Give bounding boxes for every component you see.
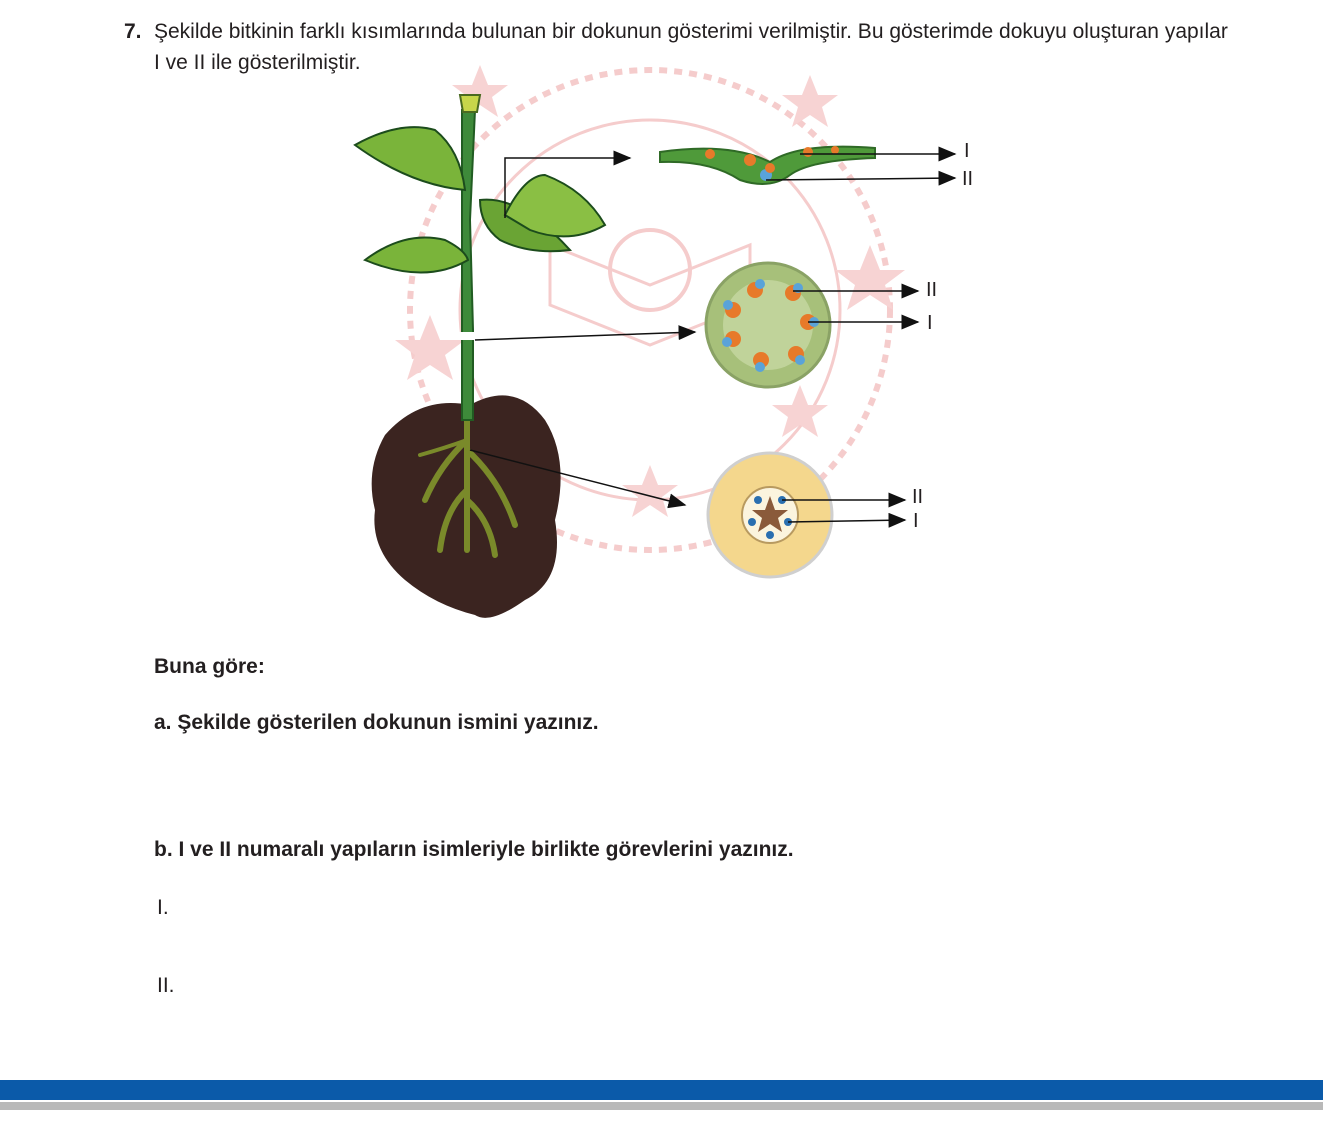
label-leaf-II: II <box>962 168 974 190</box>
stem-cut-gap <box>458 332 480 340</box>
answer-label-II: II. <box>157 974 175 997</box>
label-leaf-I: I <box>964 140 970 162</box>
stem <box>462 110 475 420</box>
label-root-II: II <box>912 486 924 508</box>
answer-label-I: I. <box>157 896 169 919</box>
question-number: 7. <box>124 20 142 43</box>
label-stem-I: I <box>927 312 933 334</box>
footer-blue-bar <box>0 1080 1323 1100</box>
plant-diagram <box>330 80 1010 630</box>
footer-gray-bar <box>0 1102 1323 1110</box>
label-stem-II: II <box>926 279 938 301</box>
stem-bud <box>460 95 480 112</box>
part-b-prompt: b. I ve II numaralı yapıların isimleriyle birlikte görevlerini yazınız. <box>154 838 794 861</box>
part-a-prompt: a. Şekilde gösterilen dokunun ismini yazınız. <box>154 711 599 734</box>
plant-tissue-figure <box>330 80 1010 630</box>
label-root-I: I <box>913 510 919 532</box>
question-text: Şekilde bitkinin farklı kısımlarında bulunan bir dokunun gösterimi verilmiştir. Bu gösterimde dokuyu oluşturan yapılar I ve II ile gösterilmiştir. <box>154 20 1228 74</box>
leaves <box>355 127 605 272</box>
intro-text: Buna göre: <box>154 655 265 678</box>
